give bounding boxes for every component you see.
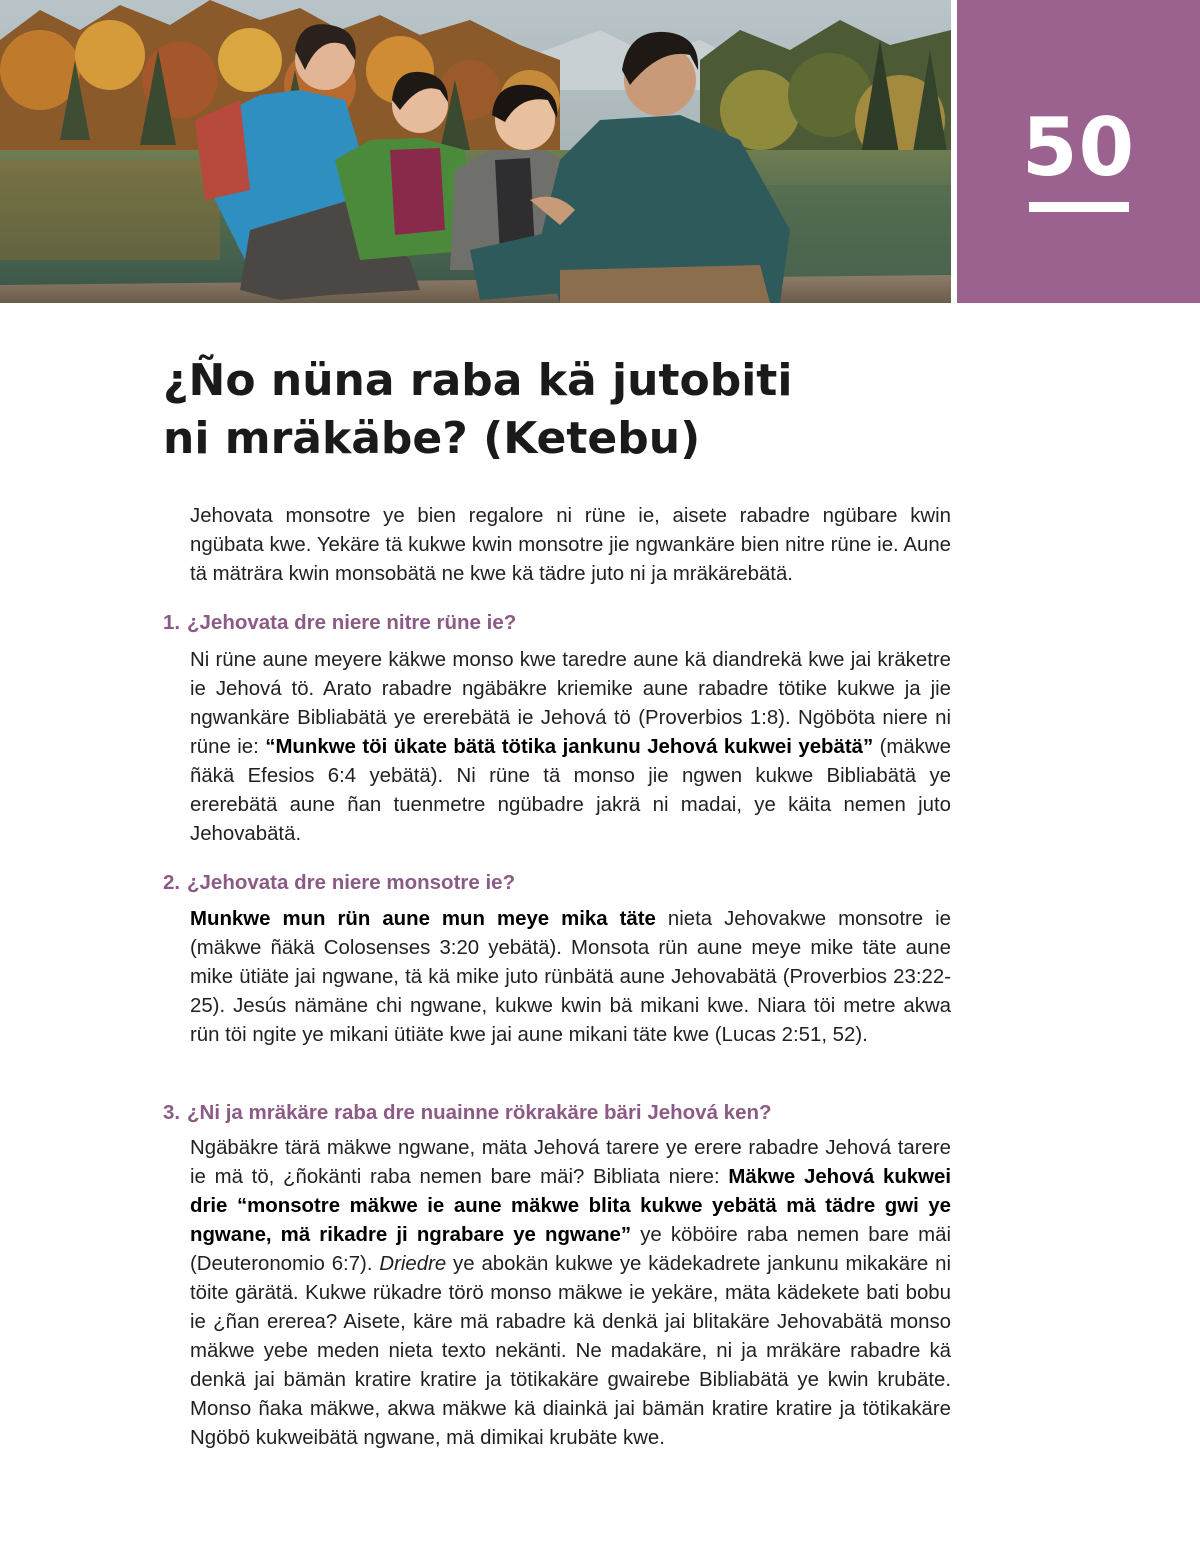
family-by-lake-illustration: [0, 0, 951, 303]
answer-2-paragraph: [190, 905, 951, 1050]
question-3: [163, 1099, 963, 1127]
hero-photo: [0, 0, 951, 303]
question-2-number: 2.: [163, 871, 181, 894]
question-1-number: 1.: [163, 611, 181, 634]
page-title-line-1: ¿Ño nüna raba kä jutobiti: [163, 355, 793, 406]
question-1: [163, 609, 963, 637]
page-title-line-2: ni mräkäbe? (Ketebu): [163, 413, 701, 464]
answer-3-italic-term: Driedre: [379, 1253, 447, 1275]
question-3-text: ¿Ni ja mräkäre raba dre nuainne rökrakäre bäri Jehová ken?: [187, 1101, 772, 1124]
answer-1-bold-quote: “Munkwe töi ükate bätä tötika jankunu Jehová kukwei yebätä”: [265, 736, 874, 758]
lesson-number: 50: [1021, 101, 1136, 194]
answer-3-text-c: ye abokän kukwe ye kädekadrete jankunu mikakäre ni töite gärätä. Kukwe rükadre törö monso mäkwe ie yekäre, mäta kädekete bati bobu ie ¿ñan ererea? Aisete, käre mä rabadre kä denkä jai blitakäre Jehovabätä monso mäkwe yebe meden nieta texto nekänti. Ne madakäre, ni ja mräkäre rabadre kä denkä jai bämän kratire kratire ja tötikakäre gwairebe Bibliabätä ye kwin krubäte. Monso ñaka mäkwe, akwa mäkwe kä diainkä jai bämän kratire kratire ja tötikakäre Ngöbö kukweibätä ngwane, mä dimikai krubäte kwe.: [190, 1253, 951, 1449]
answer-3-text-b: ye köböire raba nemen bare mäi (Deuteronomio 6:7).: [190, 1224, 951, 1275]
lesson-number-box: [957, 0, 1200, 303]
answer-2-bold-quote: Munkwe mun rün aune mun meye mika täte: [190, 908, 656, 930]
answer-3-bold-quote: Mäkwe Jehová kukwei drie “monsotre mäkwe ie aune mäkwe blita kukwe yebätä mä tädre gwi ye ngwane, mä rikadre ji ngrabare ye ngwane”: [190, 1166, 951, 1246]
answer-3-paragraph: [190, 1134, 951, 1453]
answer-1-text-b: (mäkwe ñäkä Efesios 6:4 yebätä). Ni rüne tä monso jie ngwen kukwe Bibliabätä ye ererebätä aune ñan tuenmetre ngübadre jakrä ni madai, ye käita nemen juto Jehovabätä.: [190, 736, 951, 845]
question-1-text: ¿Jehovata dre niere nitre rüne ie?: [187, 611, 517, 634]
answer-3-text-a: Ngäbäkre tärä mäkwe ngwane, mäta Jehová tarere ye erere rabadre Jehová tarere ie mä tö, ¿ñokänti raba nemen bare mäi? Bibliata niere:: [190, 1137, 951, 1188]
answer-2-text-a: nieta Jehovakwe monsotre ie (mäkwe ñäkä Colosenses 3:20 yebätä). Monsota rün aune meye mike täte aune mike ütiäte jai ngwane, tä kä mike juto rünbätä aune Jehovabätä (Proverbios 23:22-25). Jesús nämäne chi ngwane, kukwe kwin bä mikani kwe. Niara töi metre akwa rün töi ngite ye mikani ütiäte kwe jai aune mikani täte kwe (Lucas 2:51, 52).: [190, 908, 951, 1046]
intro-paragraph: Jehovata monsotre ye bien regalore ni rüne ie, aisete rabadre ngübare kwin ngübata kwe. Yekäre tä kukwe kwin monsotre jie ngwankäre bien nitre rüne ie. Aune tä mäträra kwin monsobätä ne kwe kä tädre juto ni ja mräkärebätä.: [190, 505, 951, 585]
question-2-text: ¿Jehovata dre niere monsotre ie?: [187, 871, 516, 894]
question-2: [163, 869, 963, 897]
answer-1-paragraph: [190, 646, 951, 849]
question-3-number: 3.: [163, 1101, 181, 1124]
page-title: [163, 352, 963, 468]
lesson-number-underline: [1029, 202, 1129, 212]
answer-1-text-a: Ni rüne aune meyere käkwe monso kwe taredre aune kä diandrekä kwe jai kräketre ie Jehová tö. Arato rabadre ngäbäkre kriemike aune rabadre tötike kukwe ja jie ngwankäre Bibliabätä ye ererebätä ie Jehová tö (Proverbios 1:8). Ngöböta niere ni rüne ie:: [190, 649, 951, 758]
